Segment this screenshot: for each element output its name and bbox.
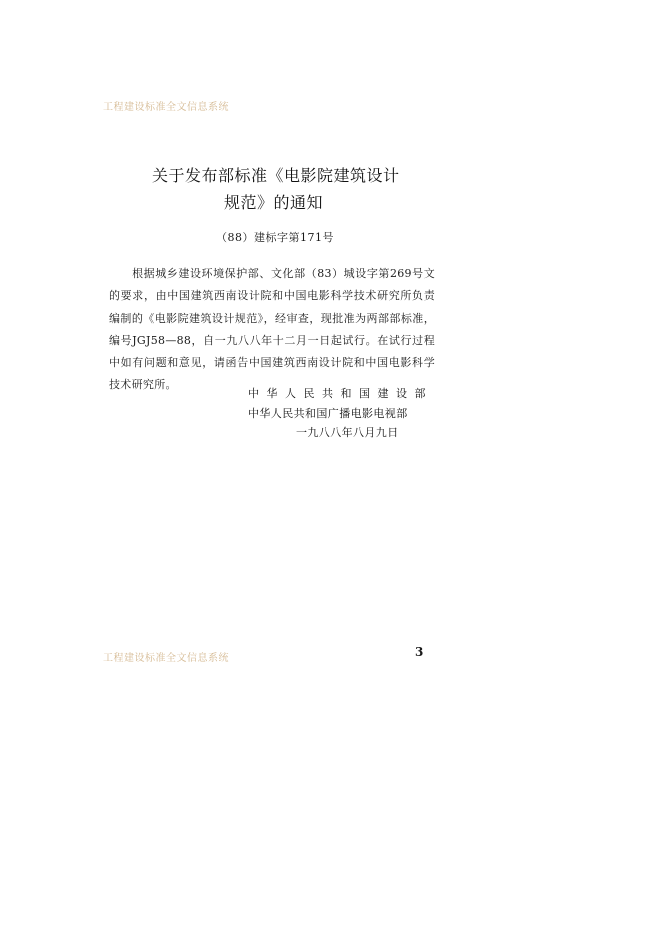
notice-body — [109, 263, 435, 397]
notice-title-line-2: 规范》的通知 — [224, 193, 324, 212]
signature-ministry-broadcasting: 中华人民共和国广播电影电视部 — [248, 407, 408, 420]
document-number: （88）建标字第171号 — [216, 231, 334, 244]
watermark-bottom: 工程建设标准全文信息系统 — [103, 653, 229, 664]
signature-date: 一九八八年八月九日 — [296, 426, 399, 439]
signature-ministry-construction: 中华人民共和国建设部 — [248, 387, 433, 400]
body-paragraph: 根据城乡建设环境保护部、文化部（83）城设字第269号文的要求，由中国建筑西南设计院和中国电影科学技术研究所负责编制的《电影院建筑设计规范》，经审查，现批准为两部部标准，编号JGJ58—88，自一九八八年十二月一日起试行。在试行过程中如有问题和意见，请函告中国建筑西南设计院和中国电影科学技术研究所。 — [109, 267, 435, 392]
watermark-top: 工程建设标准全文信息系统 — [103, 102, 229, 113]
page-number: 3 — [415, 645, 424, 659]
notice-title-line-1: 关于发布部标准《电影院建筑设计 — [152, 166, 400, 185]
